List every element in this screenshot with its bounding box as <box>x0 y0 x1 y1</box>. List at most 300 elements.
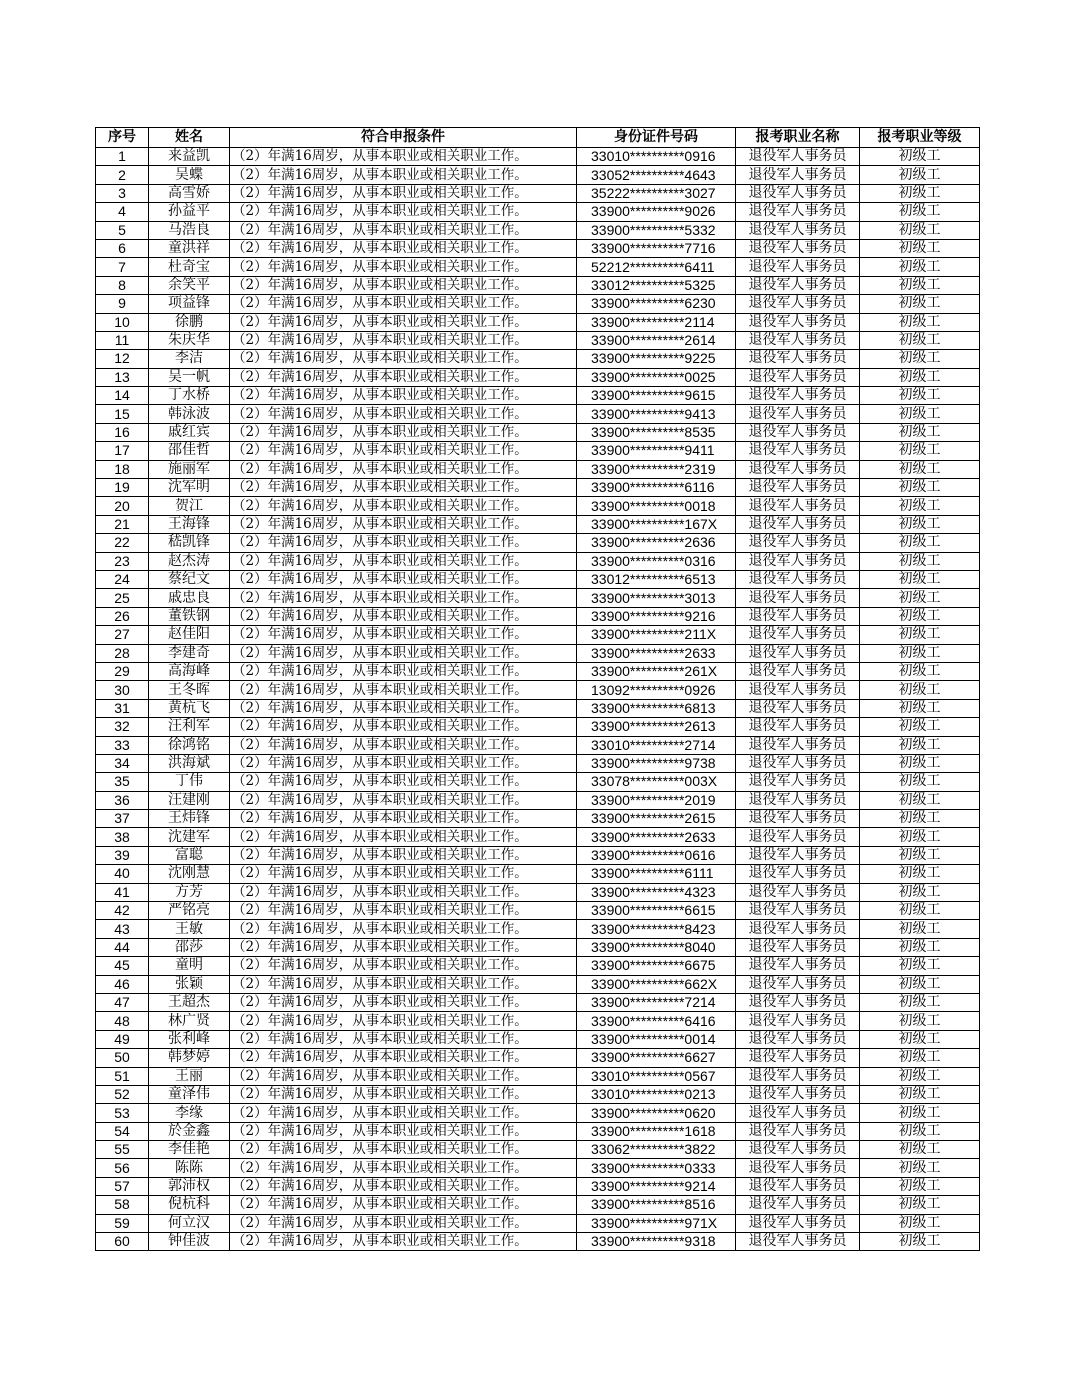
cell-occupation: 退役军人事务员 <box>736 203 860 221</box>
cell-name: 倪杭科 <box>149 1196 230 1214</box>
cell-level: 初级工 <box>860 1067 980 1085</box>
cell-name: 徐鹏 <box>149 313 230 331</box>
cell-occupation: 退役军人事务员 <box>736 975 860 993</box>
cell-condition: （2）年满16周岁，从事本职业或相关职业工作。 <box>230 662 577 680</box>
cell-level: 初级工 <box>860 957 980 975</box>
cell-level: 初级工 <box>860 1233 980 1251</box>
cell-condition: （2）年满16周岁，从事本职业或相关职业工作。 <box>230 957 577 975</box>
cell-level: 初级工 <box>860 773 980 791</box>
cell-name: 嵇凯锋 <box>149 534 230 552</box>
cell-condition: （2）年满16周岁，从事本职业或相关职业工作。 <box>230 479 577 497</box>
table-row <box>96 570 980 588</box>
cell-id-number: 33900**********6627 <box>577 1049 736 1067</box>
cell-level: 初级工 <box>860 1030 980 1048</box>
cell-name: 朱庆华 <box>149 331 230 349</box>
table-row <box>96 258 980 276</box>
cell-id-number: 33900**********2636 <box>577 534 736 552</box>
cell-level: 初级工 <box>860 479 980 497</box>
cell-occupation: 退役军人事务员 <box>736 350 860 368</box>
cell-id-number: 33062**********3822 <box>577 1141 736 1159</box>
cell-occupation: 退役军人事务员 <box>736 258 860 276</box>
table-row <box>96 993 980 1011</box>
cell-serial: 59 <box>96 1214 149 1232</box>
cell-id-number: 33900**********261X <box>577 662 736 680</box>
cell-occupation: 退役军人事务员 <box>736 184 860 202</box>
cell-level: 初级工 <box>860 442 980 460</box>
table-row <box>96 1141 980 1159</box>
cell-id-number: 33900**********7214 <box>577 993 736 1011</box>
cell-condition: （2）年满16周岁，从事本职业或相关职业工作。 <box>230 828 577 846</box>
cell-name: 余笑平 <box>149 276 230 294</box>
cell-occupation: 退役军人事务员 <box>736 754 860 772</box>
cell-condition: （2）年满16周岁，从事本职业或相关职业工作。 <box>230 1177 577 1195</box>
cell-condition: （2）年满16周岁，从事本职业或相关职业工作。 <box>230 681 577 699</box>
table-row <box>96 1104 980 1122</box>
cell-serial: 25 <box>96 589 149 607</box>
cell-occupation: 退役军人事务员 <box>736 699 860 717</box>
cell-condition: （2）年满16周岁，从事本职业或相关职业工作。 <box>230 1196 577 1214</box>
cell-condition: （2）年满16周岁，从事本职业或相关职业工作。 <box>230 570 577 588</box>
cell-level: 初级工 <box>860 460 980 478</box>
cell-name: 於金鑫 <box>149 1122 230 1140</box>
cell-id-number: 33900**********167X <box>577 515 736 533</box>
cell-occupation: 退役军人事务员 <box>736 883 860 901</box>
cell-serial: 18 <box>96 460 149 478</box>
cell-name: 王海锋 <box>149 515 230 533</box>
cell-id-number: 33900**********6416 <box>577 1012 736 1030</box>
cell-level: 初级工 <box>860 1159 980 1177</box>
cell-name: 高海峰 <box>149 662 230 680</box>
cell-condition: （2）年满16周岁，从事本职业或相关职业工作。 <box>230 718 577 736</box>
cell-condition: （2）年满16周岁，从事本职业或相关职业工作。 <box>230 184 577 202</box>
cell-serial: 46 <box>96 975 149 993</box>
cell-serial: 40 <box>96 865 149 883</box>
cell-name: 杜奇宝 <box>149 258 230 276</box>
cell-serial: 32 <box>96 718 149 736</box>
cell-name: 来益凯 <box>149 148 230 166</box>
cell-name: 严铭亮 <box>149 902 230 920</box>
cell-condition: （2）年满16周岁，从事本职业或相关职业工作。 <box>230 331 577 349</box>
cell-serial: 16 <box>96 423 149 441</box>
cell-condition: （2）年满16周岁，从事本职业或相关职业工作。 <box>230 699 577 717</box>
cell-name: 钟佳波 <box>149 1233 230 1251</box>
cell-level: 初级工 <box>860 681 980 699</box>
cell-level: 初级工 <box>860 846 980 864</box>
cell-id-number: 33900**********971X <box>577 1214 736 1232</box>
cell-occupation: 退役军人事务员 <box>736 828 860 846</box>
cell-occupation: 退役军人事务员 <box>736 515 860 533</box>
table-row <box>96 203 980 221</box>
cell-name: 沈军明 <box>149 479 230 497</box>
cell-condition: （2）年满16周岁，从事本职业或相关职业工作。 <box>230 1141 577 1159</box>
table-row <box>96 1177 980 1195</box>
cell-level: 初级工 <box>860 938 980 956</box>
table-row <box>96 681 980 699</box>
cell-name: 邵莎 <box>149 938 230 956</box>
cell-id-number: 33900**********8423 <box>577 920 736 938</box>
cell-name: 童泽伟 <box>149 1085 230 1103</box>
cell-serial: 30 <box>96 681 149 699</box>
cell-occupation: 退役军人事务员 <box>736 1214 860 1232</box>
cell-serial: 23 <box>96 552 149 570</box>
cell-occupation: 退役军人事务员 <box>736 1030 860 1048</box>
table-row <box>96 350 980 368</box>
table-row <box>96 515 980 533</box>
table-row <box>96 1159 980 1177</box>
cell-id-number: 33900**********1618 <box>577 1122 736 1140</box>
cell-serial: 34 <box>96 754 149 772</box>
cell-occupation: 退役军人事务员 <box>736 221 860 239</box>
cell-occupation: 退役军人事务员 <box>736 460 860 478</box>
applicant-table <box>95 127 980 1251</box>
cell-serial: 29 <box>96 662 149 680</box>
cell-occupation: 退役军人事务员 <box>736 166 860 184</box>
cell-serial: 47 <box>96 993 149 1011</box>
table-row <box>96 754 980 772</box>
cell-id-number: 33900**********6230 <box>577 295 736 313</box>
cell-condition: （2）年满16周岁，从事本职业或相关职业工作。 <box>230 534 577 552</box>
cell-serial: 54 <box>96 1122 149 1140</box>
cell-serial: 57 <box>96 1177 149 1195</box>
table-row <box>96 1233 980 1251</box>
cell-serial: 19 <box>96 479 149 497</box>
cell-id-number: 33900**********662X <box>577 975 736 993</box>
header-serial: 序号 <box>96 128 149 148</box>
cell-id-number: 33900**********6116 <box>577 479 736 497</box>
cell-condition: （2）年满16周岁，从事本职业或相关职业工作。 <box>230 993 577 1011</box>
cell-serial: 17 <box>96 442 149 460</box>
cell-id-number: 13092**********0926 <box>577 681 736 699</box>
cell-serial: 48 <box>96 1012 149 1030</box>
cell-serial: 53 <box>96 1104 149 1122</box>
cell-condition: （2）年满16周岁，从事本职业或相关职业工作。 <box>230 810 577 828</box>
cell-occupation: 退役军人事务员 <box>736 957 860 975</box>
cell-occupation: 退役军人事务员 <box>736 1067 860 1085</box>
cell-id-number: 33900**********2615 <box>577 810 736 828</box>
cell-id-number: 33900**********6615 <box>577 902 736 920</box>
cell-level: 初级工 <box>860 295 980 313</box>
cell-occupation: 退役军人事务员 <box>736 993 860 1011</box>
cell-condition: （2）年满16周岁，从事本职业或相关职业工作。 <box>230 368 577 386</box>
cell-name: 黄杭飞 <box>149 699 230 717</box>
cell-id-number: 33900**********9411 <box>577 442 736 460</box>
cell-serial: 13 <box>96 368 149 386</box>
cell-name: 方芳 <box>149 883 230 901</box>
cell-serial: 42 <box>96 902 149 920</box>
cell-occupation: 退役军人事务员 <box>736 534 860 552</box>
cell-level: 初级工 <box>860 276 980 294</box>
cell-serial: 24 <box>96 570 149 588</box>
cell-id-number: 33052**********4643 <box>577 166 736 184</box>
cell-serial: 22 <box>96 534 149 552</box>
table-row <box>96 534 980 552</box>
table-row <box>96 460 980 478</box>
cell-condition: （2）年满16周岁，从事本职业或相关职业工作。 <box>230 313 577 331</box>
cell-condition: （2）年满16周岁，从事本职业或相关职业工作。 <box>230 405 577 423</box>
table-row <box>96 1067 980 1085</box>
cell-occupation: 退役军人事务员 <box>736 1049 860 1067</box>
cell-occupation: 退役军人事务员 <box>736 1122 860 1140</box>
cell-id-number: 33900**********6813 <box>577 699 736 717</box>
cell-occupation: 退役军人事务员 <box>736 387 860 405</box>
cell-occupation: 退役军人事务员 <box>736 810 860 828</box>
cell-condition: （2）年满16周岁，从事本职业或相关职业工作。 <box>230 865 577 883</box>
cell-occupation: 退役军人事务员 <box>736 1085 860 1103</box>
cell-occupation: 退役军人事务员 <box>736 148 860 166</box>
table-body <box>96 148 980 1251</box>
cell-occupation: 退役军人事务员 <box>736 589 860 607</box>
cell-occupation: 退役军人事务员 <box>736 313 860 331</box>
cell-id-number: 33900**********2613 <box>577 718 736 736</box>
cell-level: 初级工 <box>860 1122 980 1140</box>
table-row <box>96 957 980 975</box>
cell-name: 韩泳波 <box>149 405 230 423</box>
cell-occupation: 退役军人事务员 <box>736 368 860 386</box>
cell-name: 丁水桥 <box>149 387 230 405</box>
cell-serial: 6 <box>96 239 149 257</box>
cell-id-number: 33900**********9318 <box>577 1233 736 1251</box>
cell-serial: 52 <box>96 1085 149 1103</box>
cell-occupation: 退役军人事务员 <box>736 239 860 257</box>
cell-name: 施丽军 <box>149 460 230 478</box>
cell-name: 童洪祥 <box>149 239 230 257</box>
cell-level: 初级工 <box>860 534 980 552</box>
table-row <box>96 865 980 883</box>
table-row <box>96 920 980 938</box>
cell-name: 戚红宾 <box>149 423 230 441</box>
cell-id-number: 33900**********9615 <box>577 387 736 405</box>
cell-level: 初级工 <box>860 405 980 423</box>
cell-id-number: 33010**********2714 <box>577 736 736 754</box>
cell-id-number: 33900**********9225 <box>577 350 736 368</box>
cell-condition: （2）年满16周岁，从事本职业或相关职业工作。 <box>230 203 577 221</box>
cell-serial: 33 <box>96 736 149 754</box>
table-row <box>96 607 980 625</box>
cell-condition: （2）年满16周岁，从事本职业或相关职业工作。 <box>230 644 577 662</box>
cell-name: 王丽 <box>149 1067 230 1085</box>
cell-condition: （2）年满16周岁，从事本职业或相关职业工作。 <box>230 258 577 276</box>
cell-level: 初级工 <box>860 1214 980 1232</box>
cell-level: 初级工 <box>860 203 980 221</box>
table-row <box>96 387 980 405</box>
cell-occupation: 退役军人事务员 <box>736 276 860 294</box>
cell-occupation: 退役军人事务员 <box>736 736 860 754</box>
cell-name: 郭沛权 <box>149 1177 230 1195</box>
cell-level: 初级工 <box>860 975 980 993</box>
cell-serial: 51 <box>96 1067 149 1085</box>
cell-id-number: 33900**********8516 <box>577 1196 736 1214</box>
cell-id-number: 33900**********9026 <box>577 203 736 221</box>
cell-occupation: 退役军人事务员 <box>736 644 860 662</box>
cell-level: 初级工 <box>860 1104 980 1122</box>
table-row <box>96 810 980 828</box>
cell-name: 徐鸿铭 <box>149 736 230 754</box>
table-row <box>96 736 980 754</box>
cell-id-number: 33010**********0916 <box>577 148 736 166</box>
cell-occupation: 退役军人事务员 <box>736 405 860 423</box>
cell-id-number: 33900**********211X <box>577 626 736 644</box>
cell-condition: （2）年满16周岁，从事本职业或相关职业工作。 <box>230 736 577 754</box>
cell-serial: 5 <box>96 221 149 239</box>
cell-name: 李建奇 <box>149 644 230 662</box>
cell-id-number: 33900**********0620 <box>577 1104 736 1122</box>
table-row <box>96 846 980 864</box>
cell-condition: （2）年满16周岁，从事本职业或相关职业工作。 <box>230 754 577 772</box>
cell-occupation: 退役军人事务员 <box>736 626 860 644</box>
cell-name: 李缘 <box>149 1104 230 1122</box>
cell-id-number: 33900**********2633 <box>577 644 736 662</box>
cell-id-number: 33900**********8040 <box>577 938 736 956</box>
cell-condition: （2）年满16周岁，从事本职业或相关职业工作。 <box>230 1012 577 1030</box>
table-row <box>96 644 980 662</box>
cell-id-number: 33900**********9738 <box>577 754 736 772</box>
cell-condition: （2）年满16周岁，从事本职业或相关职业工作。 <box>230 295 577 313</box>
cell-serial: 10 <box>96 313 149 331</box>
table-row <box>96 1196 980 1214</box>
cell-occupation: 退役军人事务员 <box>736 423 860 441</box>
cell-condition: （2）年满16周岁，从事本职业或相关职业工作。 <box>230 1159 577 1177</box>
cell-level: 初级工 <box>860 552 980 570</box>
cell-serial: 28 <box>96 644 149 662</box>
cell-name: 张颖 <box>149 975 230 993</box>
cell-condition: （2）年满16周岁，从事本职业或相关职业工作。 <box>230 791 577 809</box>
table-row <box>96 791 980 809</box>
cell-level: 初级工 <box>860 387 980 405</box>
cell-condition: （2）年满16周岁，从事本职业或相关职业工作。 <box>230 938 577 956</box>
cell-id-number: 33900**********0025 <box>577 368 736 386</box>
cell-serial: 56 <box>96 1159 149 1177</box>
cell-occupation: 退役军人事务员 <box>736 607 860 625</box>
cell-id-number: 33900**********2633 <box>577 828 736 846</box>
cell-id-number: 33900**********0333 <box>577 1159 736 1177</box>
cell-occupation: 退役军人事务员 <box>736 938 860 956</box>
cell-occupation: 退役军人事务员 <box>736 773 860 791</box>
cell-condition: （2）年满16周岁，从事本职业或相关职业工作。 <box>230 442 577 460</box>
cell-condition: （2）年满16周岁，从事本职业或相关职业工作。 <box>230 515 577 533</box>
cell-condition: （2）年满16周岁，从事本职业或相关职业工作。 <box>230 1122 577 1140</box>
cell-level: 初级工 <box>860 570 980 588</box>
cell-serial: 21 <box>96 515 149 533</box>
cell-id-number: 33900**********2019 <box>577 791 736 809</box>
header-condition: 符合申报条件 <box>230 128 577 148</box>
cell-name: 丁伟 <box>149 773 230 791</box>
cell-level: 初级工 <box>860 515 980 533</box>
cell-level: 初级工 <box>860 828 980 846</box>
cell-condition: （2）年满16周岁，从事本职业或相关职业工作。 <box>230 460 577 478</box>
cell-condition: （2）年满16周岁，从事本职业或相关职业工作。 <box>230 1049 577 1067</box>
table-row <box>96 497 980 515</box>
cell-condition: （2）年满16周岁，从事本职业或相关职业工作。 <box>230 920 577 938</box>
cell-id-number: 33900**********6111 <box>577 865 736 883</box>
cell-occupation: 退役军人事务员 <box>736 552 860 570</box>
cell-level: 初级工 <box>860 423 980 441</box>
cell-name: 高雪娇 <box>149 184 230 202</box>
table-row <box>96 276 980 294</box>
table-row <box>96 479 980 497</box>
table-row <box>96 626 980 644</box>
cell-id-number: 33900**********9413 <box>577 405 736 423</box>
cell-level: 初级工 <box>860 644 980 662</box>
table-row <box>96 368 980 386</box>
cell-condition: （2）年满16周岁，从事本职业或相关职业工作。 <box>230 276 577 294</box>
table-row <box>96 662 980 680</box>
table-row <box>96 718 980 736</box>
cell-occupation: 退役军人事务员 <box>736 1104 860 1122</box>
cell-id-number: 33010**********0567 <box>577 1067 736 1085</box>
cell-occupation: 退役军人事务员 <box>736 718 860 736</box>
cell-id-number: 33900**********5332 <box>577 221 736 239</box>
cell-condition: （2）年满16周岁，从事本职业或相关职业工作。 <box>230 387 577 405</box>
header-id-number: 身份证件号码 <box>577 128 736 148</box>
cell-level: 初级工 <box>860 1012 980 1030</box>
table-row <box>96 1049 980 1067</box>
table-row <box>96 239 980 257</box>
cell-serial: 27 <box>96 626 149 644</box>
table-row <box>96 828 980 846</box>
cell-condition: （2）年满16周岁，从事本职业或相关职业工作。 <box>230 497 577 515</box>
cell-id-number: 33900**********7716 <box>577 239 736 257</box>
cell-id-number: 33900**********0018 <box>577 497 736 515</box>
cell-id-number: 33900**********2319 <box>577 460 736 478</box>
cell-condition: （2）年满16周岁，从事本职业或相关职业工作。 <box>230 166 577 184</box>
cell-serial: 20 <box>96 497 149 515</box>
cell-condition: （2）年满16周岁，从事本职业或相关职业工作。 <box>230 607 577 625</box>
cell-level: 初级工 <box>860 166 980 184</box>
cell-level: 初级工 <box>860 313 980 331</box>
cell-occupation: 退役军人事务员 <box>736 681 860 699</box>
cell-name: 董铁钢 <box>149 607 230 625</box>
table-row <box>96 699 980 717</box>
cell-occupation: 退役军人事务员 <box>736 442 860 460</box>
cell-occupation: 退役军人事务员 <box>736 497 860 515</box>
cell-level: 初级工 <box>860 1085 980 1103</box>
table-row <box>96 442 980 460</box>
header-level: 报考职业等级 <box>860 128 980 148</box>
cell-occupation: 退役军人事务员 <box>736 1141 860 1159</box>
cell-level: 初级工 <box>860 607 980 625</box>
cell-level: 初级工 <box>860 791 980 809</box>
cell-condition: （2）年满16周岁，从事本职业或相关职业工作。 <box>230 883 577 901</box>
table-row <box>96 423 980 441</box>
cell-serial: 2 <box>96 166 149 184</box>
cell-serial: 14 <box>96 387 149 405</box>
cell-id-number: 52212**********6411 <box>577 258 736 276</box>
cell-level: 初级工 <box>860 699 980 717</box>
table-row <box>96 975 980 993</box>
cell-name: 张利峰 <box>149 1030 230 1048</box>
table-row <box>96 1030 980 1048</box>
table-row <box>96 1085 980 1103</box>
cell-level: 初级工 <box>860 993 980 1011</box>
cell-level: 初级工 <box>860 331 980 349</box>
cell-occupation: 退役军人事务员 <box>736 479 860 497</box>
cell-level: 初级工 <box>860 221 980 239</box>
table-header-row <box>96 128 980 148</box>
cell-id-number: 33078**********003X <box>577 773 736 791</box>
cell-serial: 3 <box>96 184 149 202</box>
cell-condition: （2）年满16周岁，从事本职业或相关职业工作。 <box>230 423 577 441</box>
cell-level: 初级工 <box>860 902 980 920</box>
cell-condition: （2）年满16周岁，从事本职业或相关职业工作。 <box>230 975 577 993</box>
cell-occupation: 退役军人事务员 <box>736 1177 860 1195</box>
table-row <box>96 552 980 570</box>
cell-condition: （2）年满16周岁，从事本职业或相关职业工作。 <box>230 239 577 257</box>
table-row <box>96 902 980 920</box>
cell-name: 王超杰 <box>149 993 230 1011</box>
table-row <box>96 405 980 423</box>
cell-occupation: 退役军人事务员 <box>736 1159 860 1177</box>
cell-id-number: 33900**********3013 <box>577 589 736 607</box>
